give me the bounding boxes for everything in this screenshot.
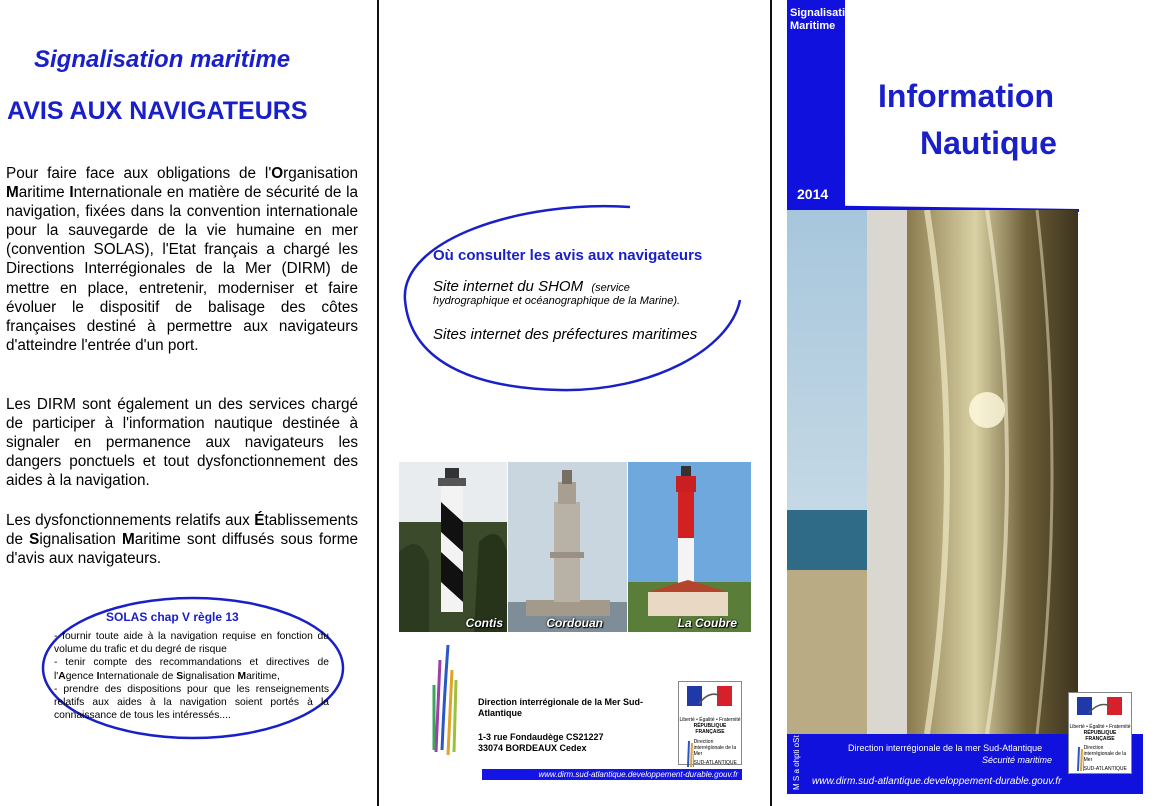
dirm-stripes-logo (430, 640, 460, 760)
panel1-title: AVIS AUX NAVIGATEURS (7, 97, 308, 125)
panel1-subtitle: Signalisation maritime (34, 46, 291, 73)
caption-la-coubre: La Coubre (677, 616, 737, 630)
address-line-1: 1-3 rue Fondaudège CS21227 (478, 732, 604, 742)
solas-title: SOLAS chap V règle 13 (106, 610, 239, 624)
solas-text: - fournir toute aide à la navigation requise en fonction du volume du trafic et du degré de risque - tenir compte des recommandations et directives de l'Agence Internationale de Signalisation Maritime, - prendre des dispositions pour que les renseignements relatifs aux aides à la navigation soient portés à la connaissance de tous les intéressés.... (54, 631, 329, 722)
caption-contis: Contis (465, 616, 503, 630)
cover-vertical-text: M S a ohpti oSt (792, 735, 801, 790)
paragraph-3: Les dysfonctionnements relatifs aux Établissements de Signalisation Maritime sont diffusés sous forme d'avis aux navigateurs. (6, 512, 359, 568)
logo-dir-text (694, 739, 739, 769)
mini-stripes-icon (685, 739, 694, 769)
photo-la-coubre (628, 462, 751, 632)
cover-logo-dir-text (1084, 745, 1129, 773)
consult-heading: Où consulter les avis aux navigateurs (433, 247, 703, 264)
cover-logo-motto: Liberté • Égalité • Fraternité (1069, 724, 1131, 730)
caption-cordouan: Cordouan (546, 616, 603, 630)
cover-logo-rf: RÉPUBLIQUE FRANÇAISE (1083, 730, 1117, 742)
shom-text: Site internet du SHOM (433, 278, 584, 295)
cover-footer-securite: Sécurité maritime (982, 755, 1053, 765)
paragraph-2: Les DIRM sont également un des services chargé de participer à l'information nautique destinée à signaler en permanence aux navigateurs les dangers ponctuels et tout dysfonctionnement des aides à la navigation. (6, 396, 358, 490)
paragraph-1: Pour faire face aux obligations de l'Organisation Maritime Internationale en matière de sécurité de la navigation, fixées dans la convention internationale pour la sauvegarde de la vie humaine en mer (convention SOLAS), l'Etat français a chargé les Directions Interrégionales de la Mer (DIRM) de mettre en place, entretenir, moderniser et faire évoluer le dispositif de balisage des côtes françaises destiné à permettre aux navigateurs d'atteindre l'entrée d'un port. (6, 165, 359, 354)
logo-dir: Direction interrégionale de la Mer (693, 739, 737, 757)
shom-line (433, 278, 630, 295)
cover-header (790, 7, 858, 33)
cover-header-2: Maritime (790, 20, 836, 32)
logo-sa: SUD-ATLANTIQUE (693, 760, 737, 766)
photo-contis (399, 462, 507, 632)
cover-title-2: Nautique (920, 125, 1057, 161)
prefectures-line: Sites internet des préfectures maritimes (433, 326, 698, 343)
logo-motto: Liberté • Égalité • Fraternité (679, 717, 741, 723)
cover-year: 2014 (797, 186, 829, 202)
logo-rf: RÉPUBLIQUE FRANÇAISE (693, 723, 727, 735)
cover-header-1: Signalisation (790, 7, 859, 19)
shom-note-2: hydrographique et océanographique de la Marine). (433, 295, 681, 307)
address-line-2: 33074 BORDEAUX Cedex (478, 743, 587, 753)
marianne-icon (679, 682, 741, 712)
url-bar (482, 769, 742, 780)
cover-marianne-icon (1069, 693, 1131, 719)
cover-mini-stripes-icon (1075, 745, 1084, 773)
shom-note: (service (591, 282, 630, 294)
dirm-address (478, 732, 604, 754)
cover-logo-sa: SUD-ATLANTIQUE (1083, 766, 1127, 772)
photo-cordouan (508, 462, 627, 632)
cover-republique-logo (1068, 692, 1132, 774)
lighthouse-lens-photo (787, 210, 1078, 734)
cover-title-1: Information (878, 78, 1054, 114)
dirm-name: Direction interrégionale de la Mer Sud-Atlantique (478, 697, 644, 718)
republique-logo (678, 681, 742, 765)
cover-url-link[interactable]: www.dirm.sud-atlantique.developpement-durable.gouv.fr (812, 776, 1062, 787)
cover-logo-dir: Direction interrégionale de la Mer (1083, 745, 1127, 763)
dirm-url-link[interactable]: www.dirm.sud-atlantique.developpement-durable.gouv.fr (538, 770, 738, 779)
cover-footer-direction: Direction interrégionale de la mer Sud-Atlantique (848, 743, 1043, 753)
